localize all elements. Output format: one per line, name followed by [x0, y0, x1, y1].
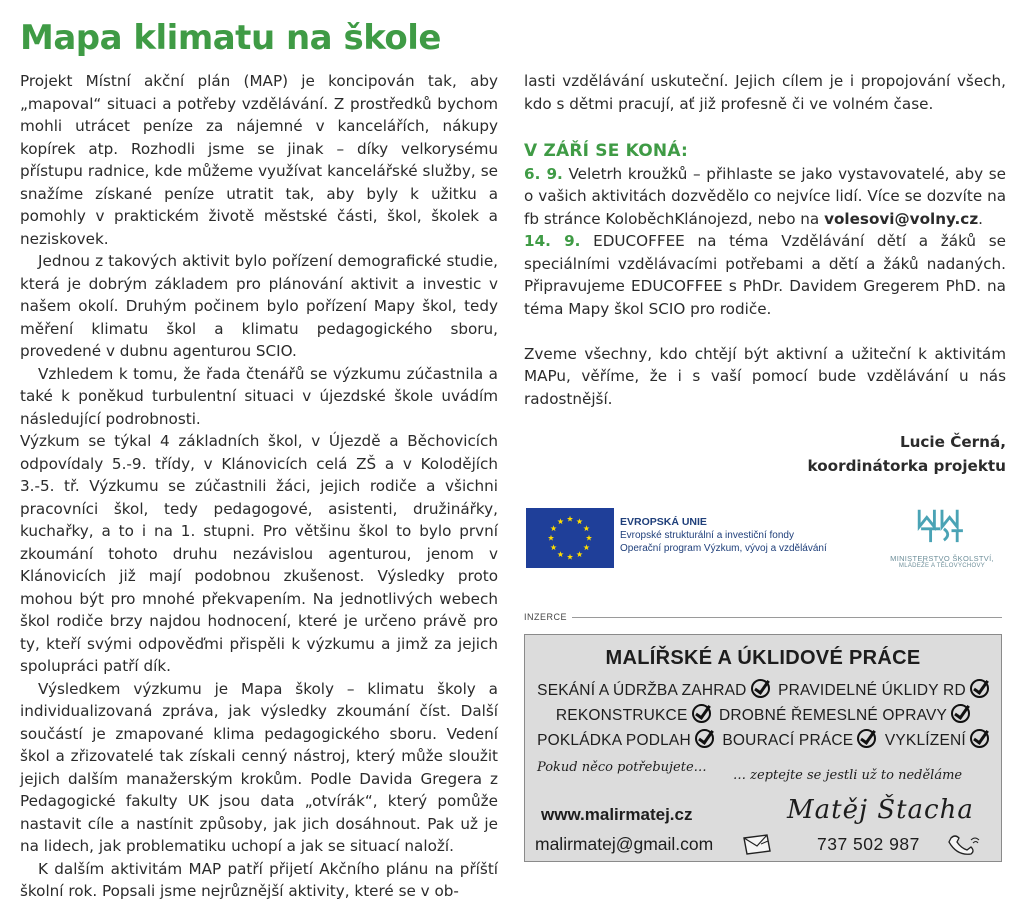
service-label: BOURACÍ PRÁCE	[722, 732, 854, 749]
service-item	[537, 679, 769, 700]
article-title: Mapa klimatu na škole	[20, 18, 441, 58]
paragraph: Vzhledem k tomu, že řada čtenářů se výzkumu zúčastnila a také k poněkud turbulentní situaci v újezdské škole uvádím následující podrobnosti.	[20, 364, 498, 428]
service-item	[719, 704, 970, 725]
eu-text	[620, 516, 827, 555]
author-role: koordinátorka projektu	[807, 457, 1006, 475]
ad-tagline-left: Pokud něco potřebujete…	[537, 760, 707, 775]
left-column	[20, 70, 498, 903]
event-text: EDUCOFFEE na téma Vzdělávání dětí a žáků se speciálními vzdělávacími potřebami a dětí a žáků nadaných. Připravujeme EDUCOFFEE s PhDr. Davidem Gregerem PhD. na téma Mapy škol SCIO pro rodiče.	[524, 232, 1006, 318]
ad-tagline-right: … zeptejte se jestli už to neděláme	[733, 768, 963, 783]
service-row	[525, 679, 1001, 700]
service-item	[885, 729, 989, 750]
check-circle-icon	[692, 704, 711, 723]
envelope-icon	[741, 832, 773, 856]
check-circle-icon	[857, 729, 876, 748]
msmt-emblem-icon	[912, 506, 972, 544]
closing-paragraph: Zveme všechny, kdo chtějí být aktivní a užiteční k aktivitám MAPu, věříme, že i s vaší pomocí bude vzdělávání u nás radostnější.	[524, 344, 1006, 408]
author-name: Lucie Černá,	[899, 433, 1006, 451]
check-circle-icon	[951, 704, 970, 723]
ad-title: MALÍŘSKÉ A ÚKLIDOVÉ PRÁCE	[605, 647, 921, 669]
event-item	[524, 230, 1006, 320]
event-item	[524, 163, 1006, 231]
eu-programme: Operační program Výzkum, vývoj a vzdělávání	[620, 543, 827, 554]
event-text: Veletrh kroužků – přihlaste se jako vystavovatelé, aby se o vašich aktivitách dozvědělo co nejvíce lidí. Více se dozvíte na fb stránce KoloběchKlánojezd, nebo na	[524, 164, 1007, 228]
service-row	[525, 729, 1001, 750]
check-circle-icon	[970, 729, 989, 748]
right-column	[524, 70, 1006, 478]
paragraph: lasti vzdělávání uskuteční. Jejich cílem je i propojování všech, kdo s dětmi pracují, ať již profesně či ve volném čase.	[524, 72, 1006, 113]
events-heading: V ZÁŘÍ SE KONÁ:	[524, 141, 689, 161]
service-row	[525, 704, 1001, 725]
service-item	[556, 704, 711, 725]
paragraph: Projekt Místní akční plán (MAP) je koncipován tak, aby „mapoval“ situaci a potřeby vzdělávání. Z prostředků bychom mohli utrácet peníze za nájemné v kancelářích, nákupy kopírek atp. Rozhodli jsme se jinak – díky velkorysému přístupu radnice, kde můžeme využívat kancelářské služby, se snažíme získané peníze utratit tak, aby byly k užitku a pomohly v praktickém životě městské části, škol, školek a neziskovek.	[20, 72, 498, 248]
service-label: REKONSTRUKCE	[555, 707, 688, 724]
service-item	[537, 729, 714, 750]
event-text-end: .	[978, 209, 983, 228]
funding-logos	[524, 506, 1004, 570]
msmt-logo	[882, 506, 1002, 570]
service-label: VYKLÍZENÍ	[884, 732, 966, 749]
ad-person-name: Matěj Štacha	[787, 795, 974, 825]
eu-name: EVROPSKÁ UNIE	[620, 516, 707, 528]
contact-email[interactable]: volesovi@volny.cz	[824, 209, 979, 228]
ad-email[interactable]: malirmatej@gmail.com	[535, 834, 714, 854]
service-label: PRAVIDELNÉ ÚKLIDY RD	[778, 682, 966, 699]
paragraph: Výzkum se týkal 4 základních škol, v Újezdě a Běchovicích odpovídaly 5.-9. třídy, v Klánovicích celá ZŠ a v Kolodějích 3.-5. tř. Výzkumu se zúčastnili žáci, jejich rodiče a všichni pracovníci škol, tedy pedagogové, asistenti, družinářky, kuchařky, a to i na 1. stupni. Pro většinu škol to bylo první zkoumání tohoto druhu nezávislou agenturou, jenom v Klánovicích již mají podobnou zkušenost. Výsledky proto mohou být pro mnohé překvapením. Na jednotlivých webech škol rodiče brzy najdou hodnocení, které je určeno právě pro ty, kteří svými odpověďmi přispěli k výzkumu a jimž za jejich spolupráci patří dík.	[20, 432, 498, 675]
ad-website[interactable]: www.malirmatej.cz	[541, 805, 693, 824]
service-label: SEKÁNÍ A ÚDRŽBA ZAHRAD	[537, 682, 747, 699]
check-circle-icon	[695, 729, 714, 748]
advertisement	[524, 634, 1002, 862]
paragraph: K dalším aktivitám MAP patří přijetí Akčního plánu na příští školní rok. Popsali jsme nejrůznější aktivity, které se v ob-	[20, 859, 498, 900]
ad-phone[interactable]: 737 502 987	[817, 834, 920, 854]
service-label: DROBNÉ ŘEMESLNÉ OPRAVY	[719, 707, 948, 724]
msmt-name: MINISTERSTVO ŠKOLSTVÍ,	[890, 554, 994, 563]
check-circle-icon	[970, 679, 989, 698]
paragraph: Výsledkem výzkumu je Mapa školy – klimatu školy a individualizovaná zpráva, jak výsledky zkoumání číst. Další součástí je zmapované klima pedagogického sboru. Vedení škol a zřizovatelé tak získali cenný nástroj, který může sloužit jejich dalším manažerským krokům. Podle Davida Gregera z Pedagogické fakulty UK jsou data „otvírák“, který pomůže nastavit cíle a nastínit způsoby, jak jich dosáhnout. Pak už je na lidech, jak problematiku uchopí a jak se situací naloží.	[20, 679, 498, 855]
check-circle-icon	[751, 679, 770, 698]
service-item	[722, 729, 876, 750]
eu-flag-icon	[526, 508, 614, 568]
eu-funds: Evropské strukturální a investiční fondy	[620, 530, 794, 541]
phone-icon	[945, 832, 985, 858]
divider	[572, 617, 1002, 618]
event-date: 14. 9.	[524, 232, 581, 250]
paragraph: Jednou z takových aktivit bylo pořízení demografické studie, která je dobrým základem pro plánování aktivit a investic v našem okolí. Druhým počinem bylo pořízení Mapy škol, tedy měření klimatu škol a klimatu pedagogického sboru, provedené v dubnu agenturou SCIO.	[20, 252, 498, 360]
event-date: 6. 9.	[524, 164, 563, 183]
inzerce-label: INZERCE	[524, 612, 568, 622]
service-item	[778, 679, 989, 700]
msmt-name-2: MLÁDEŽE A TĚLOVÝCHOVY	[898, 563, 986, 569]
service-label: POKLÁDKA PODLAH	[537, 732, 691, 749]
signature	[524, 430, 1006, 478]
